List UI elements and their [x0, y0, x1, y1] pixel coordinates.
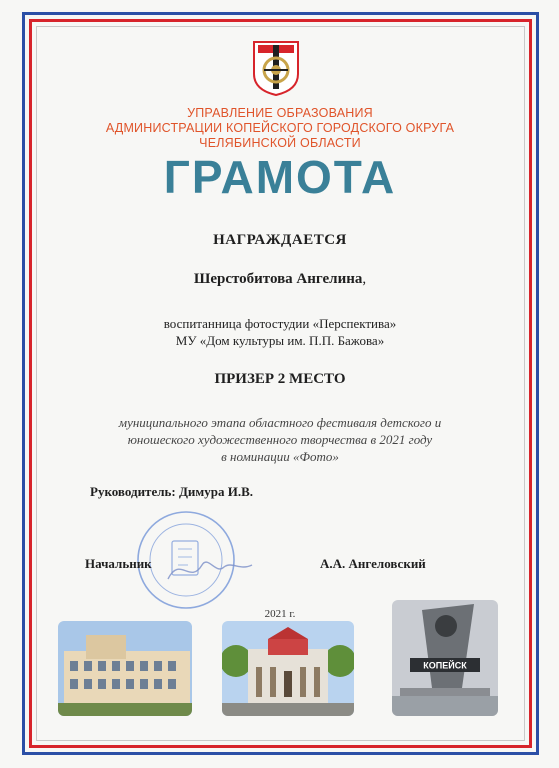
event-line-2: юношеского художественного творчества в 2021 году [127, 432, 433, 447]
monument-sign-text: КОПЕЙСК [423, 660, 467, 671]
building-photo [58, 621, 192, 716]
certificate-title: ГРАМОТА [163, 151, 397, 203]
description-line-1: воспитанница фотостудии «Перспектива» [163, 316, 397, 331]
recipient-suffix: , [362, 271, 367, 287]
prize-place: ПРИЗЕР 2 МЕСТО [214, 371, 346, 387]
boss-name: А.А. Ангеловский [320, 556, 426, 571]
kopeisk-monument-photo [392, 600, 498, 716]
event-line-1: муниципального этапа областного фестиваля детского и [118, 415, 442, 430]
org-line-2: АДМИНИСТРАЦИИ КОПЕЙСКОГО ГОРОДСКОГО ОКРУГА [105, 121, 455, 135]
org-line-3: ЧЕЛЯБИНСКОЙ ОБЛАСТИ [199, 136, 361, 150]
recipient-text: Шерстобитова Ангелина [193, 271, 363, 287]
description-line-2: МУ «Дом культуры им. П.П. Бажова» [175, 333, 385, 348]
event-line-3: в номинации «Фото» [221, 449, 339, 464]
awarded-heading: НАГРАЖДАЕТСЯ [213, 232, 347, 248]
leader-line: Руководитель: Димура И.В. [90, 484, 254, 499]
city-emblem-icon [250, 40, 302, 96]
org-line-1: УПРАВЛЕНИЕ ОБРАЗОВАНИЯ [187, 106, 373, 120]
issue-year: 2021 г. [264, 608, 296, 620]
recipient-name [60, 271, 500, 288]
culture-house-photo [222, 621, 354, 716]
boss-label: Начальник [85, 556, 152, 571]
